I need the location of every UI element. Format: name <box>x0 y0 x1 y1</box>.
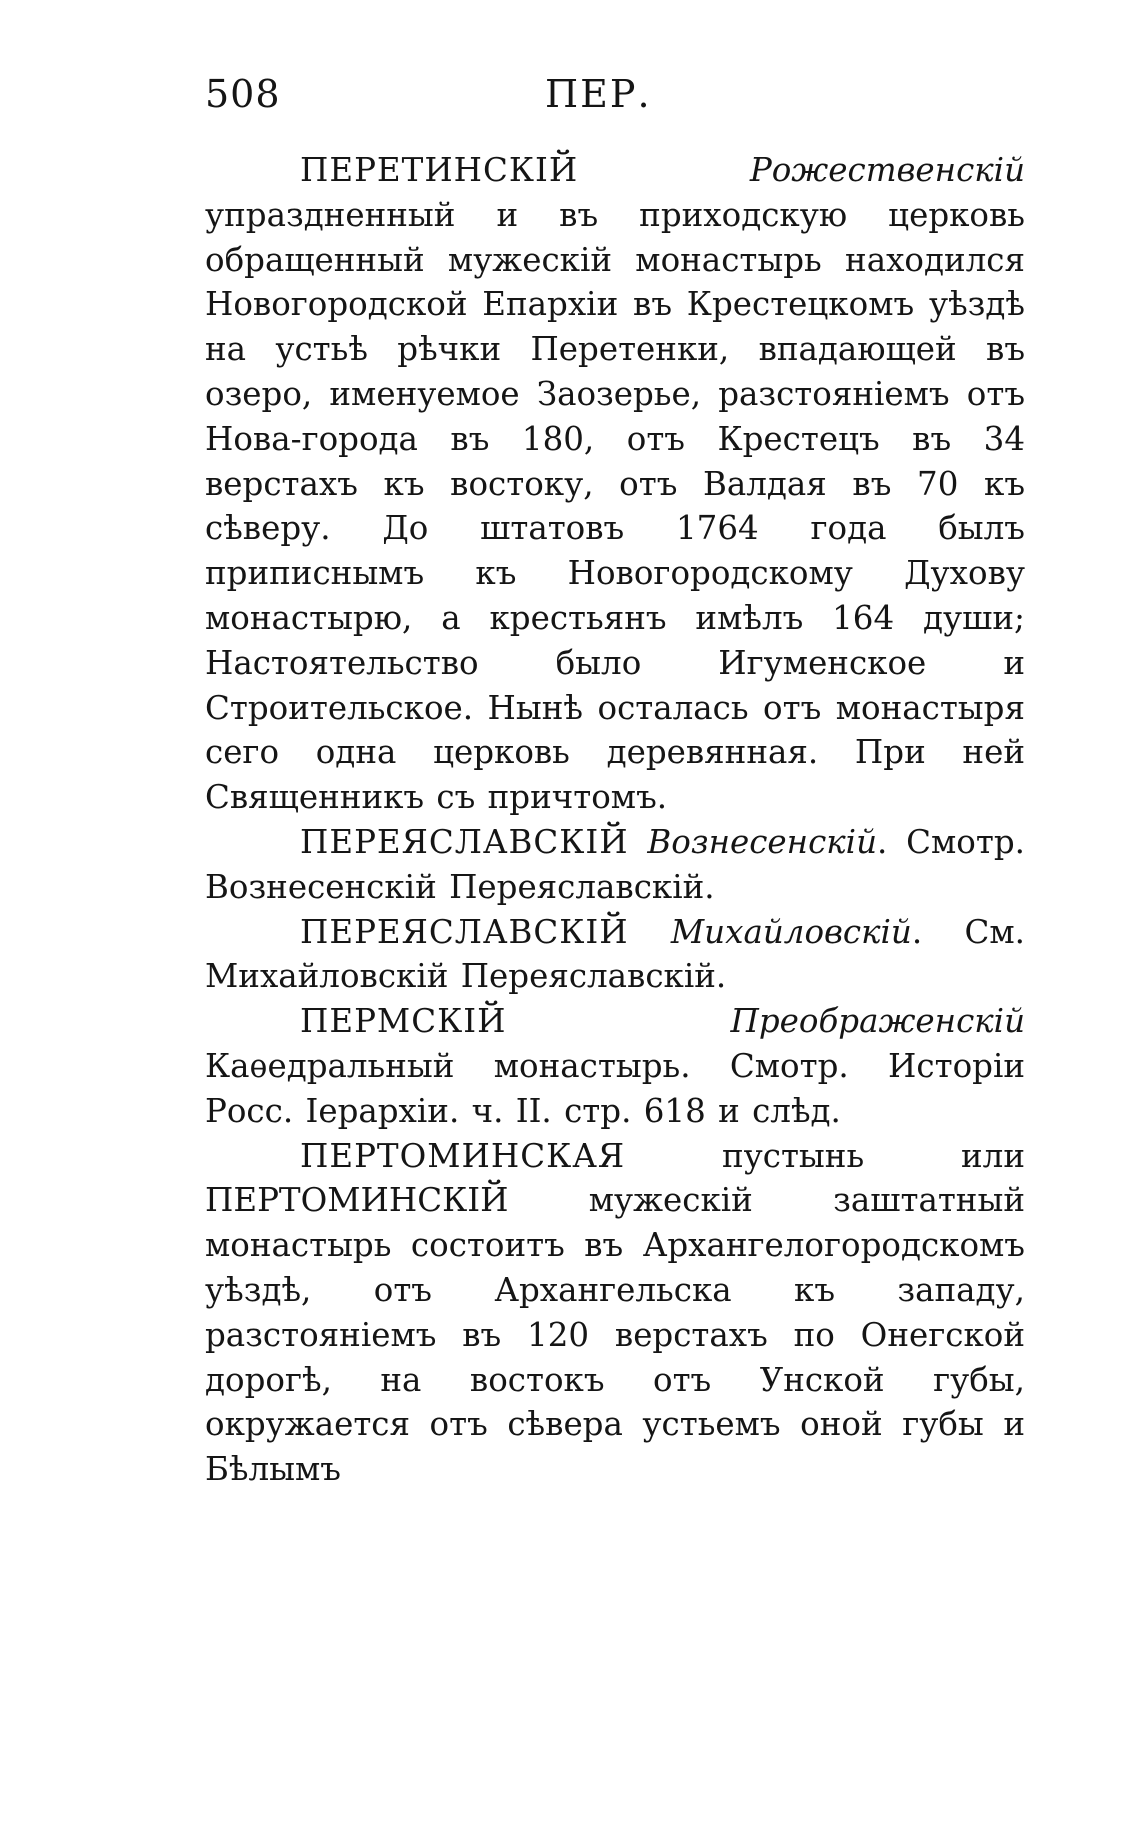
entry-text: . Смотр. Вознесенскiй Переяславскiй. <box>205 822 1025 906</box>
body-text <box>205 148 1025 1492</box>
entry-italic-term: Преображенскiй <box>730 1002 1025 1041</box>
entry-headword: ПЕРЕЯСЛАВСКIЙ <box>300 912 629 951</box>
entry-text: упраздненный и въ приходскую церковь обращенный мужескiй монастырь находился Новогородской Епархiи въ Крестецкомъ уѣздѣ на устьѣ рѣчки Перетенки, впадающей въ озеро, именуемое Заозерье, разстоянiемъ отъ Нова-города въ 180, отъ Крестецъ въ 34 верстахъ къ востоку, отъ Валдая въ 70 къ сѣверу. До штатовъ 1764 года былъ приписнымъ къ Новогородскому Духову монастырю, а крестьянъ имѣлъ 164 души; Настоятельство было Игуменское и Строительское. Нынѣ осталась отъ монастыря сего одна церковь деревянная. При ней Священникъ съ причтомъ. <box>205 195 1025 817</box>
entry-permsky <box>205 999 1025 1133</box>
page-header <box>205 72 1025 132</box>
page-number: 508 <box>205 72 281 116</box>
entry-headword: ПЕРЕТИНСКIЙ <box>300 151 579 189</box>
entry-italic-term: Рожественскiй <box>749 151 1025 189</box>
entry-headword: ПЕРТОМИНСКАЯ <box>300 1136 626 1175</box>
entry-text: . См. Михайловскiй Переяславскiй. <box>205 912 1025 996</box>
entry-pereyaslavsky-mikhailovsky <box>205 910 1025 1000</box>
running-head: ПЕР. <box>545 72 652 116</box>
entry-italic-term: Михайловскiй <box>670 912 912 951</box>
entry-peretinsky <box>205 148 1025 820</box>
entry-headword: ПЕРМСКIЙ <box>300 1002 507 1041</box>
entry-text: пустынь или ПЕРТОМИНСКIЙ мужескiй заштатный монастырь состоитъ въ Архангелогородскомъ уѣздѣ, отъ Архангельска къ западу, разстоянiемъ въ 120 верстахъ по Онегской дорогѣ, на востокъ отъ Унской губы, окружается отъ сѣвера устьемъ оной губы и Бѣлымъ <box>205 1136 1025 1489</box>
entry-pereyaslavsky-voznesensky <box>205 820 1025 910</box>
entry-text: Каѳедральный монастырь. Смотр. Исторiи Росс. Iерархiи. ч. II. стр. 618 и слѣд. <box>205 1046 1025 1130</box>
entry-headword: ПЕРЕЯСЛАВСКIЙ <box>300 822 629 861</box>
entry-pertominskaya <box>205 1134 1025 1492</box>
entry-italic-term: Вознесенскiй <box>647 822 878 861</box>
